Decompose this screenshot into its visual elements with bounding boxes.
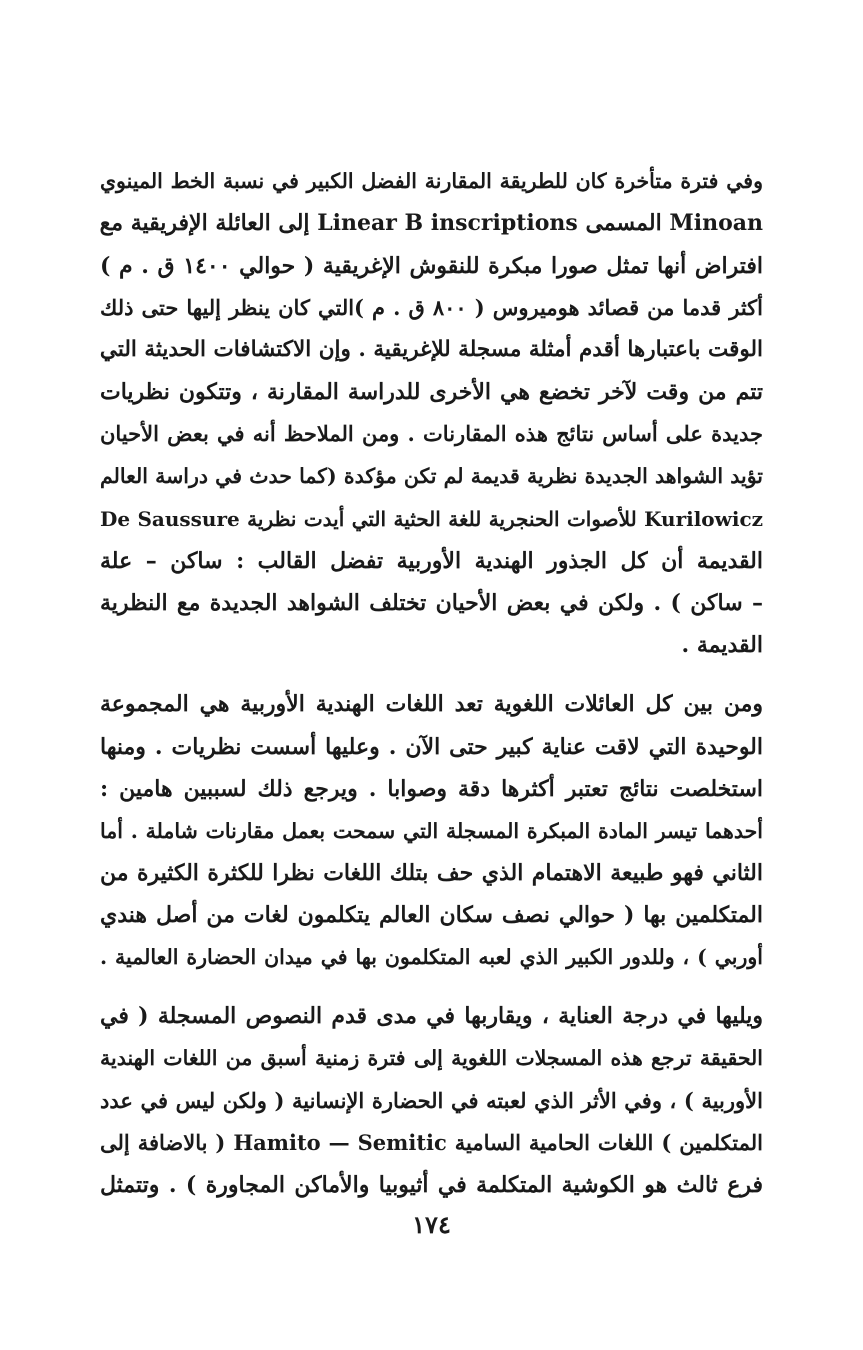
text-line: أحدهما تيسر المادة المبكرة المسجلة التي سمحت بعمل مقارنات شاملة . أما — [100, 819, 763, 843]
text-line: تتم من وقت لآخر تخضع هي الأخرى للدراسة المقارنة ، وتتكون نظريات — [100, 379, 763, 405]
text-line: – ساكن ) . ولكن في بعض الأحيان تختلف الشواهد الجديدة مع النظرية — [100, 590, 763, 616]
text-line: أكثر قدما من قصائد هوميروس ( ٨٠٠ ق . م )التي كان ينظر إليها حتى ذلك — [100, 295, 763, 320]
text-line: القديمة . — [681, 632, 763, 658]
text-line: الوحيدة التي لاقت عناية كبير حتى الآن . وعليها أسست نظريات . ومنها — [100, 734, 763, 760]
text-line: ويليها في درجة العناية ، ويقاربها في مدى قدم النصوص المسجلة ( في — [100, 1003, 763, 1029]
text-line: أوربي ) ، وللدور الكبير الذي لعبه المتكلمون بها في ميدان الحضارة العالمية . — [100, 945, 763, 969]
text-line: فرع ثالث هو الكوشية المتكلمة في أثيوبيا والأماكن المجاورة ) . وتتمثل — [100, 1172, 763, 1198]
text-line: الثاني فهو طبيعة الاهتمام الذي حف بتلك اللغات نظرا للكثرة الكثيرة من — [100, 860, 763, 886]
text-line: المتكلمين بها ( حوالي نصف سكان العالم يتكلمون لغات من أصل هندي — [100, 902, 763, 928]
text-line: القديمة أن كل الجذور الهندية الأوربية تفضل القالب : ساكن – علة — [100, 548, 763, 574]
text-line: Minoan المسمى Linear B inscriptions إلى العائلة الإفريقية مع — [100, 210, 763, 236]
text-line: تؤيد الشواهد الجديدة نظرية قديمة لم تكن مؤكدة (كما حدث في دراسة العالم — [100, 464, 763, 488]
text-line: Kurilowicz للأصوات الحنجرية للغة الحثية التي أيدت نظرية De Saussure — [100, 507, 763, 531]
text-line: الوقت باعتبارها أقدم أمثلة مسجلة للإغريقية . وإن الاكتشافات الحديثة التي — [100, 337, 763, 362]
text-line: جديدة على أساس نتائج هذه المقارنات . ومن الملاحظ أنه في بعض الأحيان — [100, 421, 763, 446]
page-number: ١٧٤ — [412, 1210, 451, 1239]
text-line: الأوربية ) ، وفي الأثر الذي لعبته في الحضارة الإنسانية ( ولكن ليس في عدد — [100, 1088, 763, 1113]
text-line: ومن بين كل العائلات اللغوية تعد اللغات الهندية الأوربية هي المجموعة — [100, 691, 763, 717]
text-line: المتكلمين ) اللغات الحامية السامية Hamito — Semitic ( بالاضافة إلى — [100, 1130, 763, 1155]
text-line: الحقيقة ترجع هذه المسجلات اللغوية إلى فترة زمنية أسبق من اللغات الهندية — [100, 1046, 763, 1070]
text-line: استخلصت نتائج تعتبر أكثرها دقة وصوابا . ويرجع ذلك لسببين هامين : — [100, 776, 763, 802]
text-line: وفي فترة متأخرة كان للطريقة المقارنة الفضل الكبير في نسبة الخط المينوي — [100, 169, 763, 193]
text-line: افتراض أنها تمثل صورا مبكرة للنقوش الإغريقية ( حوالي ١٤٠٠ ق . م ) — [100, 253, 763, 279]
